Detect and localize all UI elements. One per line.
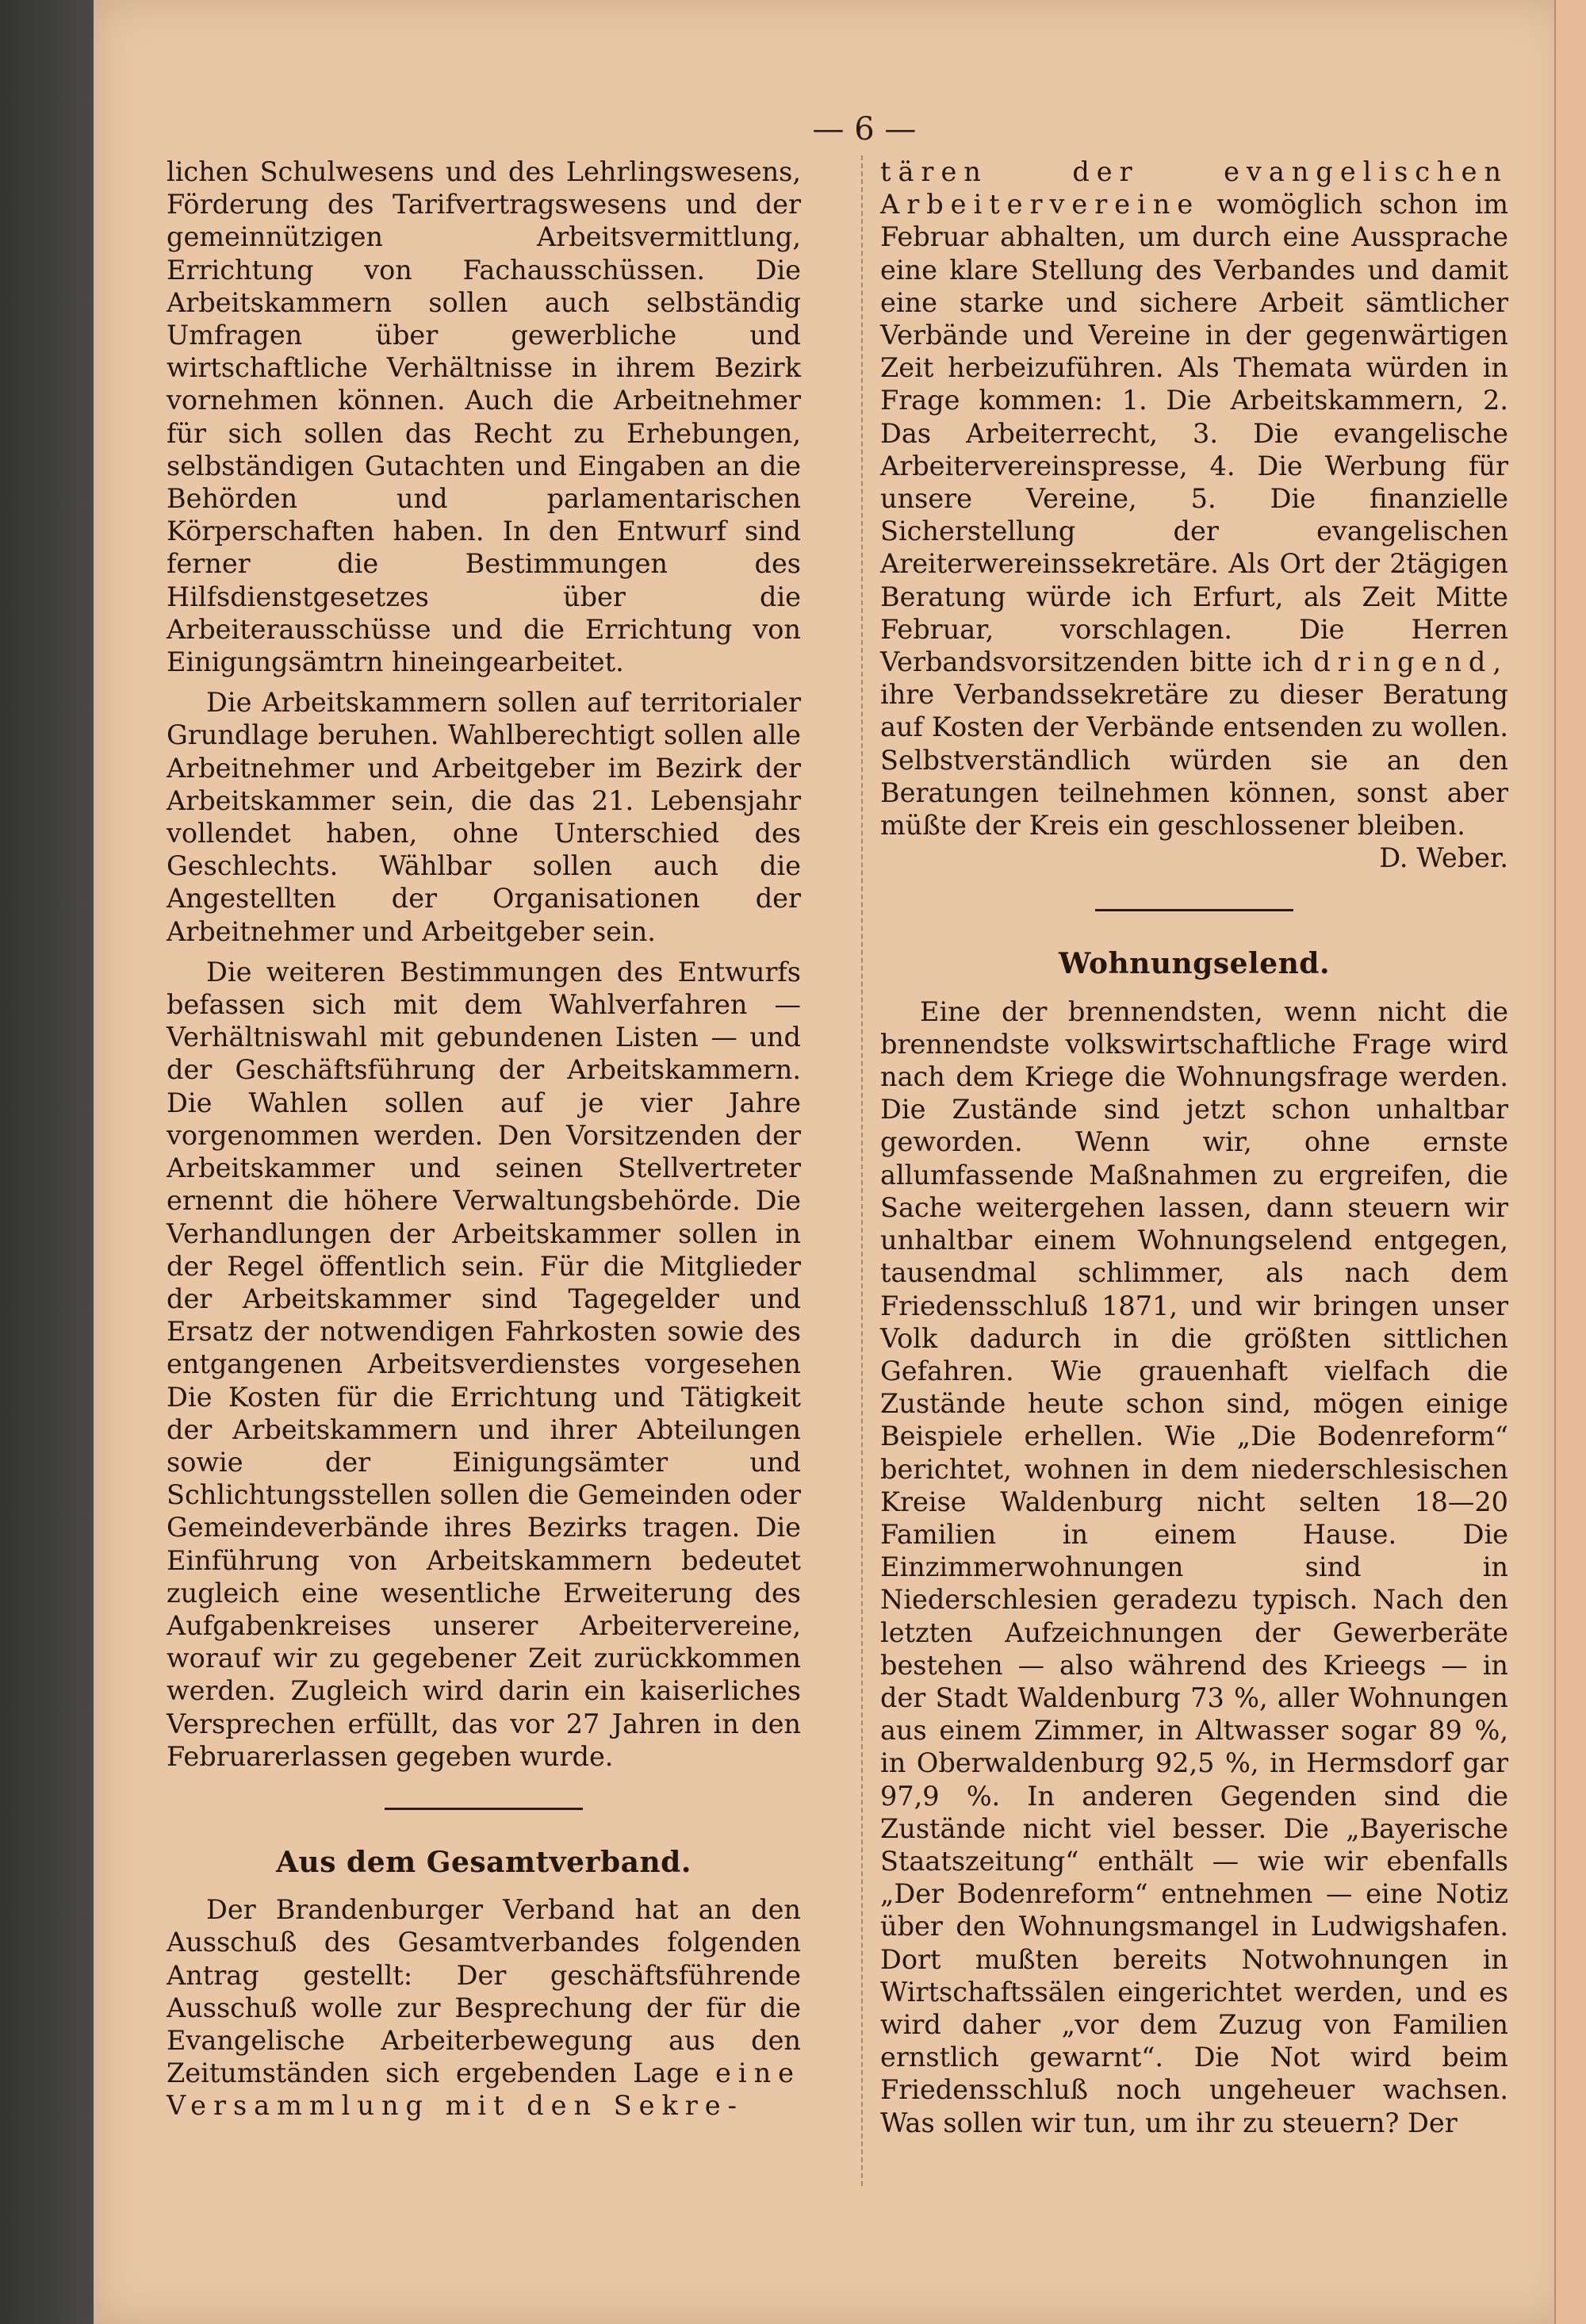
right-column [880,155,1508,2139]
right-paragraph-1-spaced-2: dringend, [1313,646,1509,678]
background-left [0,0,94,2324]
left-paragraph-4 [167,1893,801,2122]
section-heading-wohnungselend: Wohnungselend. [1058,947,1330,981]
page-number: — 6 — [812,111,917,148]
left-column [167,155,801,2123]
left-paragraph-4-text: Der Brandenburger Verband hat an den Ausschuß des Gesamtverbandes folgenden Antrag gestellt: Der geschäftsführende Ausschuß wolle zur Besprechung der für die Evangelische Arbeiterbewegung aus den Zeitumständen sich ergebenden Lage [167,1894,801,2089]
right-paragraph-1-text: womöglich schon im Februar abhalten, um durch eine Aussprache eine klare Stellung des Verbandes und damit eine starke und sichere Arbeit sämtlicher Verbände und Vereine in der gegenwärtigen Zeit herbeizuführen. Als Themata würden in Frage kommen: 1. Die Arbeitskammern, 2. Das Arbeiterrecht, 3. Die evangelische Arbeitervereinspresse, 4. Die Werbung für unsere Vereine, 5. Die finanzielle Sicherstellung der evangelischen Areiterwereinssekretäre. Als Ort der 2tägigen Beratung würde ich Erfurt, als Zeit Mitte Februar, vorschlagen. Die Herren Verbandsvorsitzenden bitte ich [880,189,1508,678]
right-paragraph-1-end: ihre Verbandssekretäre zu dieser Beratung auf Kosten der Verbände entsenden zu wollen. Selbstverständlich würden sie an den Beratungen teilnehmen können, sonst aber müßte der Kreis ein geschlossener bleiben. [880,679,1508,842]
section-heading-gesamtverband: Aus dem Gesamtverband. [276,1845,691,1879]
right-paragraph-1 [880,155,1508,842]
next-page-edge [1554,0,1586,2324]
left-paragraph-2: Die Arbeitskammern sollen auf territorialer Grundlage beruhen. Wahlberechtigt sollen alle Arbeitnehmer und Arbeitgeber im Bezirk der Arbeitskammer sein, die das 21. Lebensjahr vollendet haben, ohne Unterschied des Geschlechts. Wählbar sollen auch die Angestellten der Organisationen der Arbeitnehmer und Arbeitgeber sein. [167,687,801,947]
section-divider-rule [385,1808,583,1810]
signature: D. Weber. [1379,842,1508,874]
column-divider [861,155,863,2186]
section-divider-rule [1095,909,1293,911]
left-paragraph-4-spaced: eine Versammlung mit den Sekre- [167,2057,801,2122]
left-paragraph-3: Die weiteren Bestimmungen des Entwurfs befassen sich mit dem Wahlverfahren — Verhältniswahl mit gebundenen Listen — und der Geschäftsführung der Arbeitskammern. Die Wahlen sollen auf je vier Jahre vorgenommen werden. Den Vorsitzenden der Arbeitskammer und seinen Stellvertreter ernennt die höhere Verwaltungsbehörde. Die Verhandlungen der Arbeitskammer sollen in der Regel öffentlich sein. Für die Mitglieder der Arbeitskammer sind Tagegelder und Ersatz der notwendigen Fahrkosten sowie des entgangenen Arbeitsverdienstes vorgesehen Die Kosten für die Errichtung und Tätigkeit der Arbeitskammern und ihrer Abteilungen sowie der Einigungsämter und Schlichtungsstellen sollen die Gemeinden oder Gemeindeverbände ihres Bezirks tragen. Die Einführung von Arbeitskammern bedeutet zugleich eine wesentliche Erweiterung des Aufgabenkreises unserer Arbeitervereine, worauf wir zu gegebener Zeit zurückkommen werden. Zugleich wird darin ein kaiserliches Versprechen erfüllt, das vor 27 Jahren in den Februarerlassen gegeben wurde. [167,956,801,1772]
right-paragraph-1-spaced: tären der evangelischen Arbeitervereine [880,156,1508,221]
left-paragraph-1: lichen Schulwesens und des Lehrlingswesens, Förderung des Tarifvertragswesens und der gemeinnützigen Arbeitsvermittlung, Errichtung von Fachausschüssen. Die Arbeitskammern sollen auch selbständig Umfragen über gewerbliche und wirtschaftliche Verhältnisse in ihrem Bezirk vornehmen können. Auch die Arbeitnehmer für sich sollen das Recht zu Erhebungen, selbständigen Gutachten und Eingaben an die Behörden und parlamentarischen Körperschaften haben. In den Entwurf sind ferner die Bestimmungen des Hilfsdienstgesetzes über die Arbeiterausschüsse und die Errichtung von Einigungsämtrn hineingearbeitet. [167,156,801,678]
right-paragraph-2: Eine der brennendsten, wenn nicht die brennendste volkswirtschaftliche Frage wird nach dem Kriege die Wohnungsfrage werden. Die Zustände sind jetzt schon unhaltbar geworden. Wenn wir, ohne ernste allumfassende Maßnahmen zu ergreifen, die Sache weitergehen lassen, dann steuern wir unhaltbar einem Wohnungselend entgegen, tausendmal schlimmer, als nach dem Friedensschluß 1871, und wir bringen unser Volk dadurch in die größten sittlichen Gefahren. Wie grauenhaft vielfach die Zustände heute schon sind, mögen einige Beispiele erhellen. Wie „Die Bodenreform“ berichtet, wohnen in dem niederschlesischen Kreise Waldenburg nicht selten 18—20 Familien in einem Hause. Die Einzimmerwohnungen sind in Niederschlesien geradezu typisch. Nach den letzten Aufzeichnungen der Gewerberäte bestehen — also während des Krieegs — in der Stadt Waldenburg 73 %, aller Wohnungen aus einem Zimmer, in Altwasser sogar 89 %, in Oberwaldenburg 92,5 %, in Hermsdorf gar 97,9 %. In anderen Gegenden sind die Zustände nicht viel besser. Die „Bayerische Staatszeitung“ enthält — wie wir ebenfalls „Der Bodenreform“ entnehmen — eine Notiz über den Wohnungsmangel in Ludwigshafen. Dort mußten bereits Notwohnungen in Wirtschaftssälen eingerichtet werden, und es wird daher „vor dem Zuzug von Familien ernstlich gewarnt“. Die Not wird beim Friedensschluß noch ungeheuer wachsen. Was sollen wir tun, um ihr zu steuern? Der [880,995,1508,2138]
